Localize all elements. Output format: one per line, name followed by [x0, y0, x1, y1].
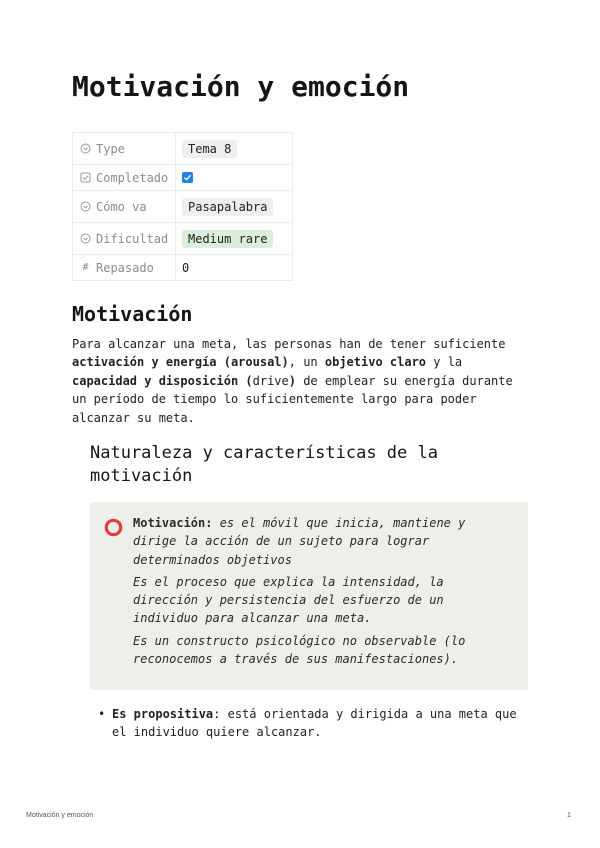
dificultad-tag[interactable]: Medium rare: [182, 230, 273, 248]
callout-definition: [133, 514, 478, 569]
property-name-cell: [73, 133, 176, 165]
properties-table: [72, 132, 293, 281]
footer-title: Motivación y emoción: [26, 812, 94, 819]
list-item-rest: : está orientada y dirigida a una meta que el individuo quiere alcanzar.: [112, 707, 517, 740]
select-icon: [80, 201, 91, 212]
property-name: Dificultad: [96, 231, 169, 246]
para-text: Para alcanzar una meta, las personas han de tener suficiente: [72, 337, 506, 351]
para-bold: objetivo claro: [324, 355, 427, 370]
para-bold: ): [288, 373, 296, 388]
subsection-heading: Naturaleza y características de la motivación: [90, 443, 438, 486]
list-item: [98, 705, 528, 742]
para-text: , un: [288, 355, 325, 370]
para-text: y la: [426, 355, 463, 370]
bullet-marker: •: [98, 707, 106, 721]
property-value-cell[interactable]: [176, 165, 293, 191]
property-name: Completado: [96, 170, 169, 185]
para-text: drive: [252, 373, 289, 388]
property-name: Repasado: [96, 260, 154, 275]
callout-term: Motivación:: [133, 516, 213, 530]
para-bold: capacidad y disposición (: [72, 373, 253, 388]
repasado-value[interactable]: 0: [182, 260, 190, 275]
property-row-repasado: [73, 255, 293, 281]
callout-paragraph: Es el proceso que explica la intensidad, la dirección y persistencia del esfuerzo de un individuo para alcanzar una meta.: [133, 574, 444, 626]
red-circle-icon: [104, 518, 123, 537]
property-name: Type: [96, 141, 125, 156]
para-text: de emplear su energía durante un período de tiempo lo suficientemente largo para poder alcanzar su meta.: [72, 373, 513, 425]
property-name-cell: [73, 223, 176, 255]
property-value-cell[interactable]: [176, 223, 293, 255]
property-row-dificultad: [73, 223, 293, 255]
completado-checkbox[interactable]: [182, 172, 193, 183]
page-title: Motivación y emoción: [72, 70, 410, 103]
property-row-completado: [73, 165, 293, 191]
como-va-tag[interactable]: Pasapalabra: [182, 198, 273, 216]
property-value-cell[interactable]: [176, 133, 293, 165]
property-name-cell: [73, 191, 176, 223]
property-name-cell: [73, 165, 176, 191]
callout-body: [133, 514, 478, 672]
property-value-cell[interactable]: [176, 255, 293, 281]
property-row-como-va: [73, 191, 293, 223]
property-row-type: [73, 133, 293, 165]
checkbox-icon: [80, 172, 91, 183]
definition-callout: [90, 502, 528, 690]
para-bold: activación y energía (arousal): [72, 355, 289, 370]
property-value-cell[interactable]: [176, 191, 293, 223]
select-icon: [80, 143, 91, 154]
list-item-text: [112, 705, 528, 742]
property-name-cell: [73, 255, 176, 281]
list-item-bold: Es propositiva: [112, 707, 214, 721]
select-icon: [80, 233, 91, 244]
property-name: Cómo va: [96, 199, 147, 214]
section-heading-motivacion: Motivación: [72, 302, 193, 326]
type-tag[interactable]: Tema 8: [182, 140, 237, 158]
intro-paragraph: [72, 335, 532, 427]
number-icon: #: [82, 262, 89, 273]
page-number: 1: [567, 812, 571, 819]
callout-text: es el móvil que inicia, mantiene y dirige la acción de un sujeto para lograr determinados objetivos: [133, 516, 466, 567]
callout-paragraph: Es un constructo psicológico no observable (lo reconocemos a través de sus manifestaciones).: [133, 633, 466, 667]
